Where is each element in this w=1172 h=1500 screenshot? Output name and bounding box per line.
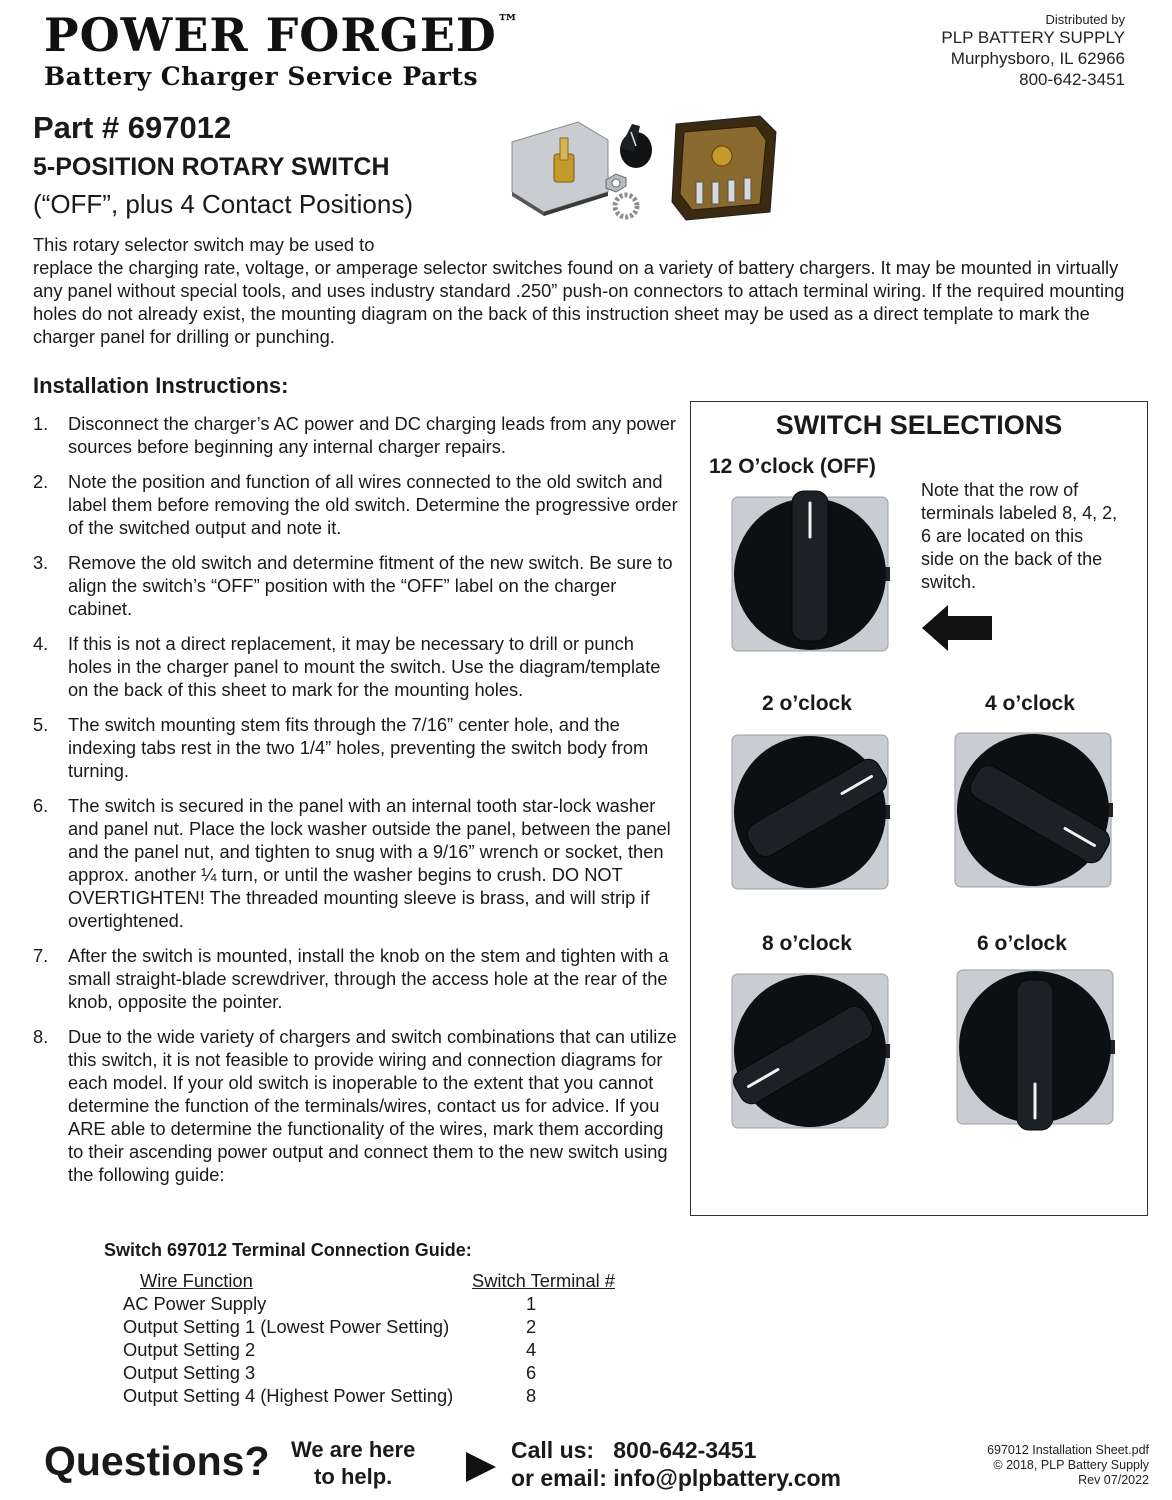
product-photo	[508, 112, 780, 224]
contact-block	[511, 1436, 841, 1492]
questions-heading: Questions?	[44, 1438, 270, 1484]
instruction-step: 2. Note the position and function of all wires connected to the old switch and label them before removing the old switch. Determine the progressive order of the switched output and note it.	[33, 471, 678, 538]
position-label-4: 4 o’clock	[985, 692, 1075, 715]
position-label-6: 6 o’clock	[977, 932, 1067, 955]
intro-paragraph	[33, 233, 1133, 348]
switch-front-image	[512, 122, 608, 216]
knob-4-oclock	[951, 725, 1115, 895]
knob-12-oclock	[728, 489, 892, 659]
trademark: ™	[496, 10, 520, 36]
knob-8-oclock	[728, 966, 892, 1136]
distributor-phone: 800-642-3451	[1019, 70, 1125, 89]
instruction-step: 5. The switch mounting stem fits through the 7/16” center hole, and the indexing tabs rest in the two 1/4” holes, preventing the switch body from turning.	[33, 714, 649, 781]
doc-copyright: © 2018, PLP Battery Supply	[993, 1458, 1149, 1472]
knob-2-oclock	[728, 727, 892, 897]
brand-subtitle: Battery Charger Service Parts	[44, 62, 479, 91]
play-arrow-icon	[466, 1452, 496, 1482]
arrow-left-icon	[922, 605, 992, 651]
intro-line-1: This rotary selector switch may be used to	[33, 234, 375, 255]
lock-washer-image	[615, 195, 637, 217]
switch-selections-title: SWITCH SELECTIONS	[775, 410, 1063, 440]
instruction-step: 6. The switch is secured in the panel with an internal tooth star-lock washer and panel nut. Place the lock washer outside the panel, between the panel and the panel nut, and tighten to snug with a 9/16” wrench or socket, then approx. another ¼ turn, or until the washer begins to crush. DO NOT OVERTIGHTEN! The threaded mounting sleeve is brass, and will strip if overtightened.	[33, 795, 671, 931]
distributor-block	[941, 12, 1125, 90]
distributor-name: PLP BATTERY SUPPLY	[941, 28, 1125, 47]
help-line-2: to help.	[314, 1464, 393, 1489]
help-text	[291, 1436, 415, 1490]
instruction-step: 3. Remove the old switch and determine fitment of the new switch. Be sure to align the switch’s “OFF” position with the “OFF” label on the charger cabinet.	[33, 552, 673, 619]
position-label-2: 2 o’clock	[762, 692, 852, 715]
col-switch-terminal: Switch Terminal #	[472, 1270, 615, 1291]
document-info	[987, 1443, 1149, 1488]
product-subtitle: (“OFF”, plus 4 Contact Positions)	[33, 189, 413, 219]
position-label-12: 12 O’clock (OFF)	[709, 455, 876, 478]
email-link[interactable]: or email: info@plpbattery.com	[511, 1465, 841, 1491]
help-line-1: We are here	[291, 1437, 416, 1462]
instructions-heading: Installation Instructions:	[33, 373, 289, 398]
instruction-step: 7. After the switch is mounted, install the knob on the stem and tighten with a small straight-blade screwdriver, through the access hole at the rear of the knob, opposite the pointer.	[33, 945, 669, 1012]
brand-title: POWER FORGED™	[44, 8, 520, 62]
doc-revision: Rev 07/2022	[1078, 1473, 1149, 1487]
knob-6-oclock	[953, 962, 1117, 1132]
call-phone-link[interactable]: Call us: 800-642-3451	[511, 1437, 757, 1463]
terminal-row-note: Note that the row of terminals labeled 8, 4, 2, 6 are located on this side on the back of the switch.	[921, 480, 1118, 592]
switch-rear-image	[672, 116, 776, 220]
part-number: Part # 697012	[33, 110, 232, 145]
product-title: 5-POSITION ROTARY SWITCH	[33, 153, 390, 181]
distributor-label: Distributed by	[1045, 12, 1125, 27]
instruction-step: 8. Due to the wide variety of chargers and switch combinations that can utilize this switch, it is not feasible to provide wiring and connection diagrams for each model. If your old switch is inoperable to the extent that you cannot determine the function of the terminals/wires, contact us for advice. If you ARE able to determine the functionality of the wires, mark them according to their ascending power output and connect them to the new switch using the following guide:	[33, 1026, 677, 1185]
guide-heading: Switch 697012 Terminal Connection Guide:	[104, 1240, 472, 1260]
instruction-step: 4. If this is not a direct replacement, it may be necessary to drill or punch holes in the charger panel to mount the switch. Use the diagram/template on the back of this sheet to mark for the mounting holes.	[33, 633, 661, 700]
col-wire-function: Wire Function	[140, 1270, 253, 1291]
knob-image	[620, 124, 652, 168]
distributor-address: Murphysboro, IL 62966	[950, 49, 1125, 68]
intro-rest: replace the charging rate, voltage, or amperage selector switches found on a variety of battery chargers. It may be mounted in virtually any panel without special tools, and uses industry standard .250” push-on connectors to attach terminal wiring. If the required mounting holes do not already exist, the mounting diagram on the back of this instruction sheet may be used as a direct template to mark the charger panel for drilling or punching.	[33, 257, 1125, 347]
instructions-list	[33, 412, 678, 1198]
position-label-8: 8 o’clock	[762, 932, 852, 955]
doc-filename: 697012 Installation Sheet.pdf	[987, 1443, 1149, 1457]
instruction-step: 1. Disconnect the charger’s AC power and DC charging leads from any power sources before beginning any internal charger repairs.	[33, 413, 676, 457]
